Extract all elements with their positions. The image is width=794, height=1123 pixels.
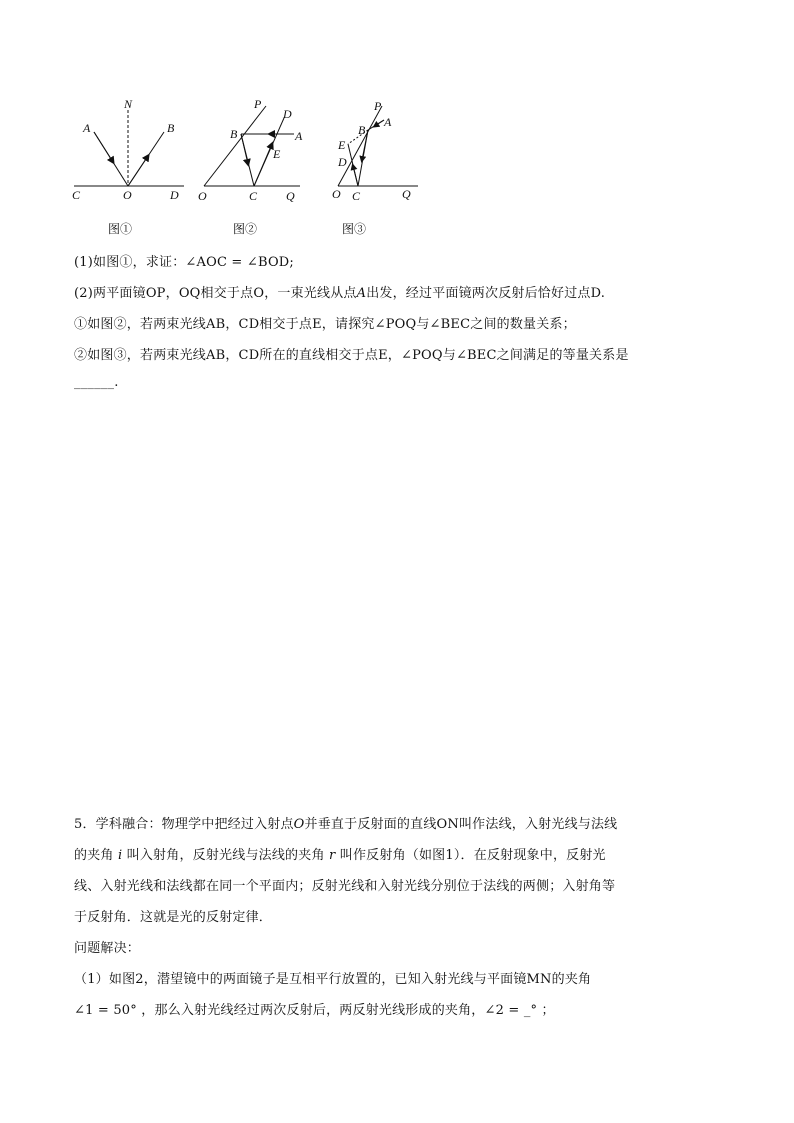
mirror-op: [204, 106, 266, 186]
svg-text:Q: Q: [286, 189, 295, 203]
svg-text:A: A: [384, 115, 392, 129]
figure-3-caption: 图③: [342, 222, 367, 236]
figure-3: [328, 96, 422, 208]
p5-line-3: 线、入射光线和法线都在同一个平面内；反射光线和入射光线分别位于法线的两侧；入射角等: [74, 879, 616, 894]
svg-text:D: D: [338, 155, 347, 169]
svg-text:O: O: [332, 187, 341, 201]
svg-text:A: A: [83, 121, 91, 135]
svg-text:E: E: [273, 147, 281, 161]
p4-question-1: ①如图②，若两束光线AB，CD相交于点E，请探究∠POQ与∠BEC之间的数量关系；: [74, 317, 576, 332]
p4-part1: (1)如图①，求证：∠AOC = ∠BOD;: [74, 255, 295, 270]
svg-text:A: A: [295, 129, 303, 143]
svg-text:Q: Q: [402, 187, 411, 201]
svg-text:O: O: [123, 188, 132, 202]
svg-text:D: D: [283, 107, 292, 121]
p4-answer-blank[interactable]: ______.: [74, 375, 119, 390]
figure-1-caption: 图①: [108, 222, 133, 236]
svg-text:O: O: [198, 189, 207, 203]
p5-line-2: 的夹角 i 叫入射角，反射光线与法线的夹角 r 叫作反射角（如图1）．在反射现象中，反射光: [74, 848, 606, 863]
svg-text:C: C: [352, 189, 361, 203]
svg-text:E: E: [338, 138, 346, 152]
figure-1: [68, 96, 188, 208]
p5-line-1: 5．学科融合：物理学中把经过入射点O并垂直于反射面的直线ON叫作法线，入射光线与法线: [74, 817, 618, 832]
figure-2: [196, 96, 308, 208]
svg-text:P: P: [374, 99, 382, 113]
svg-text:D: D: [170, 188, 179, 202]
svg-text:B: B: [358, 123, 366, 137]
p4-question-2: ②如图③，若两束光线AB，CD所在的直线相交于点E，∠POQ与∠BEC之间满足的等量关系是: [74, 348, 629, 363]
p5-heading-solve: 问题解决：: [74, 941, 141, 956]
figure-2-caption: 图②: [233, 222, 258, 236]
p5-line-4: 于反射角．这就是光的反射定律．: [74, 910, 273, 925]
p4-part2: (2)两平面镜OP，OQ相交于点O，一束光线从点A出发，经过平面镜两次反射后恰好过点D.: [74, 286, 606, 301]
svg-text:N: N: [124, 97, 133, 111]
p5-part1-angles[interactable]: ∠1 = 50° ，那么入射光线经过两次反射后，两反射光线形成的夹角，∠2 = _° ；: [74, 1003, 555, 1018]
svg-text:C: C: [72, 188, 81, 202]
svg-text:P: P: [254, 97, 262, 111]
svg-text:B: B: [230, 127, 238, 141]
svg-text:B: B: [167, 121, 175, 135]
svg-text:C: C: [249, 189, 258, 203]
p5-part1: （1）如图2，潜望镜中的两面镜子是互相平行放置的，已知入射光线与平面镜MN的夹角: [74, 972, 592, 987]
